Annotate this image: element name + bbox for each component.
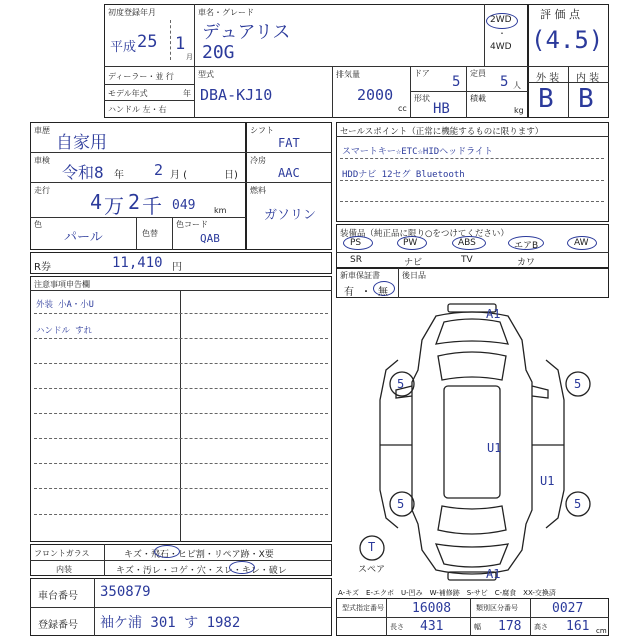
- cc-unit: cc: [398, 104, 407, 113]
- warranty-dot: ・: [361, 287, 371, 298]
- recycle-unit: 円: [172, 262, 182, 273]
- mileage-man: 4: [90, 190, 103, 214]
- color-label: 色: [34, 220, 42, 229]
- equip-leather: カワ: [517, 258, 536, 268]
- type-cert-label: 型式指定番号: [342, 604, 384, 612]
- equip-tv: TV: [461, 255, 473, 265]
- width-value: 178: [498, 619, 522, 634]
- first-reg-label: 初度登録年月: [108, 8, 156, 17]
- color-code-value: QAB: [200, 232, 220, 245]
- load-unit: kg: [514, 106, 524, 115]
- aftermarket-label: 後日品: [402, 271, 426, 280]
- type-label: 型式: [198, 70, 214, 79]
- ac-label: 冷房: [250, 156, 266, 165]
- warranty-no: 無: [378, 287, 388, 298]
- recycle-label: R券: [34, 262, 51, 273]
- type-cert-value: 16008: [412, 601, 452, 616]
- inspection-era: 令和8: [62, 163, 104, 182]
- equip-aw: AW: [574, 238, 589, 248]
- displacement-label: 排気量: [336, 70, 360, 79]
- damage-legend: A-キズ E-エクボ U-凹み W-補修跡 S-サビ C-腐食 XX-交換済: [338, 589, 556, 597]
- category-value: 自家用: [56, 133, 107, 153]
- equipment-label: 装備品（純正品に限り○をつけてください）: [340, 229, 509, 239]
- notes-line2: ハンドル すれ: [36, 326, 93, 336]
- shape-label: 形状: [414, 94, 430, 103]
- model-year-unit: 年: [183, 89, 191, 98]
- capacity-unit: 人: [513, 81, 521, 90]
- diagram-rl: 5: [397, 497, 405, 511]
- ac-value: AAC: [278, 166, 300, 180]
- shift-value: FAT: [278, 136, 300, 150]
- color-code-label: 色コード: [176, 220, 208, 229]
- interior-label-glass: 内装: [56, 565, 72, 574]
- capacity-label: 定員: [470, 69, 486, 78]
- height-value: 161: [566, 619, 590, 634]
- mileage-rest: 049: [172, 198, 196, 213]
- capacity-value: 5: [500, 74, 509, 90]
- man-unit: 万: [104, 194, 124, 218]
- model-code: DBA-KJ10: [200, 86, 273, 104]
- selling-point-label: セールスポイント（正常に機能するものに限ります）: [340, 127, 544, 137]
- shift-label: シフト: [250, 126, 274, 135]
- drive-dot: ・: [498, 29, 506, 38]
- inspection-month: 2: [154, 161, 164, 179]
- length-label: 長さ: [390, 623, 404, 631]
- interior-grade: B: [578, 84, 594, 114]
- length-value: 431: [420, 619, 444, 634]
- notes-label: 注意事項申告欄: [34, 280, 90, 289]
- handle-label: ハンドル 左・右: [108, 105, 167, 114]
- chassis-value: 350879: [100, 584, 151, 600]
- height-unit: cm: [596, 627, 607, 635]
- class-value: 0027: [552, 601, 584, 616]
- width-label: 幅: [474, 623, 481, 631]
- notes-line1: 外装 小A・小U: [36, 300, 94, 310]
- equip-navi: ナビ: [404, 258, 423, 268]
- diagram-fl: 5: [397, 377, 405, 391]
- front-glass-label: フロントガラス: [34, 549, 90, 558]
- recycle-amount: 11,410: [112, 255, 163, 271]
- rating-score: (4.5): [531, 26, 604, 54]
- drive-2wd: 2WD: [490, 15, 512, 25]
- name-grade-label: 車名・グレード: [198, 8, 254, 17]
- stone-circle: [154, 545, 180, 558]
- inspection-month-unit: 月 (: [170, 170, 188, 181]
- mileage-label: 走行: [34, 186, 50, 195]
- car-name: デュアリス: [202, 22, 291, 43]
- spare-mark: T: [368, 540, 376, 554]
- equip-sr: SR: [350, 255, 362, 265]
- color-change-label: 色替: [142, 229, 158, 238]
- equip-pw: PW: [403, 238, 418, 248]
- inspection-day-unit: 日): [224, 170, 238, 181]
- km-unit: km: [214, 206, 227, 215]
- diagram-front: A1: [486, 307, 501, 321]
- registration-value: 袖ケ浦 301 す 1982: [100, 615, 241, 631]
- warranty-yes: 有: [344, 287, 354, 298]
- equip-abs: ABS: [458, 238, 476, 248]
- chassis-label: 車台番号: [38, 591, 78, 602]
- color-value: パール: [64, 230, 103, 245]
- displacement-value: 2000: [357, 86, 394, 104]
- warranty-label: 新車保証書: [340, 271, 380, 280]
- diagram-fr: 5: [574, 377, 582, 391]
- fuel-value: ガソリン: [264, 208, 317, 223]
- interior-label: 内 装: [576, 73, 600, 84]
- load-label: 積載: [470, 94, 486, 103]
- first-reg-month: 1: [175, 34, 186, 54]
- first-reg-year: 25: [137, 32, 158, 52]
- dealer-label: ディーラー・並 行: [108, 72, 174, 81]
- inspection-label: 車検: [34, 156, 50, 165]
- height-label: 高さ: [534, 623, 548, 631]
- diagram-rear: A1: [486, 567, 501, 581]
- registration-label: 登録番号: [38, 620, 78, 631]
- car-grade: 20G: [202, 42, 235, 63]
- exterior-grade: B: [538, 84, 554, 114]
- month-unit: 月: [186, 53, 193, 61]
- front-glass-options: キズ・飛石・ヒビ割・リペア跡・X要: [124, 550, 274, 560]
- equip-ps: PS: [350, 238, 362, 248]
- equip-airbag: エアB: [514, 241, 539, 251]
- class-label: 類別区分番号: [476, 604, 518, 612]
- drive-4wd: 4WD: [490, 42, 512, 52]
- fuel-label: 燃料: [250, 186, 266, 195]
- sen-unit: 千: [142, 194, 162, 218]
- model-year-label: モデル年式: [108, 89, 148, 98]
- inspection-year-unit: 年: [114, 170, 124, 181]
- rating-label: 評 価 点: [540, 8, 580, 21]
- category-label: 車歴: [34, 126, 50, 135]
- exterior-label: 外 装: [536, 73, 560, 84]
- notes-box: [30, 276, 332, 542]
- selling-point-line1: スマートキー☆ETC☆HIDヘッドライト: [342, 147, 493, 157]
- interior-options: キズ・汚レ・コゲ・穴・スレ・キレ・破レ: [116, 566, 287, 576]
- spare-label: スペア: [358, 565, 386, 575]
- first-reg-era: 平成: [110, 40, 137, 55]
- diagram-right-side: U1: [540, 474, 555, 488]
- mileage-sen: 2: [128, 190, 141, 214]
- diagram-center: U1: [487, 441, 502, 455]
- doors-value: 5: [452, 74, 461, 90]
- diagram-rr: 5: [574, 497, 582, 511]
- shape-value: HB: [433, 101, 450, 117]
- car-diagram: [336, 300, 609, 586]
- selling-point-line2: HDDナビ 12セグ Bluetooth: [342, 170, 465, 180]
- doors-label: ドア: [414, 69, 430, 78]
- scuff-circle: [229, 561, 255, 574]
